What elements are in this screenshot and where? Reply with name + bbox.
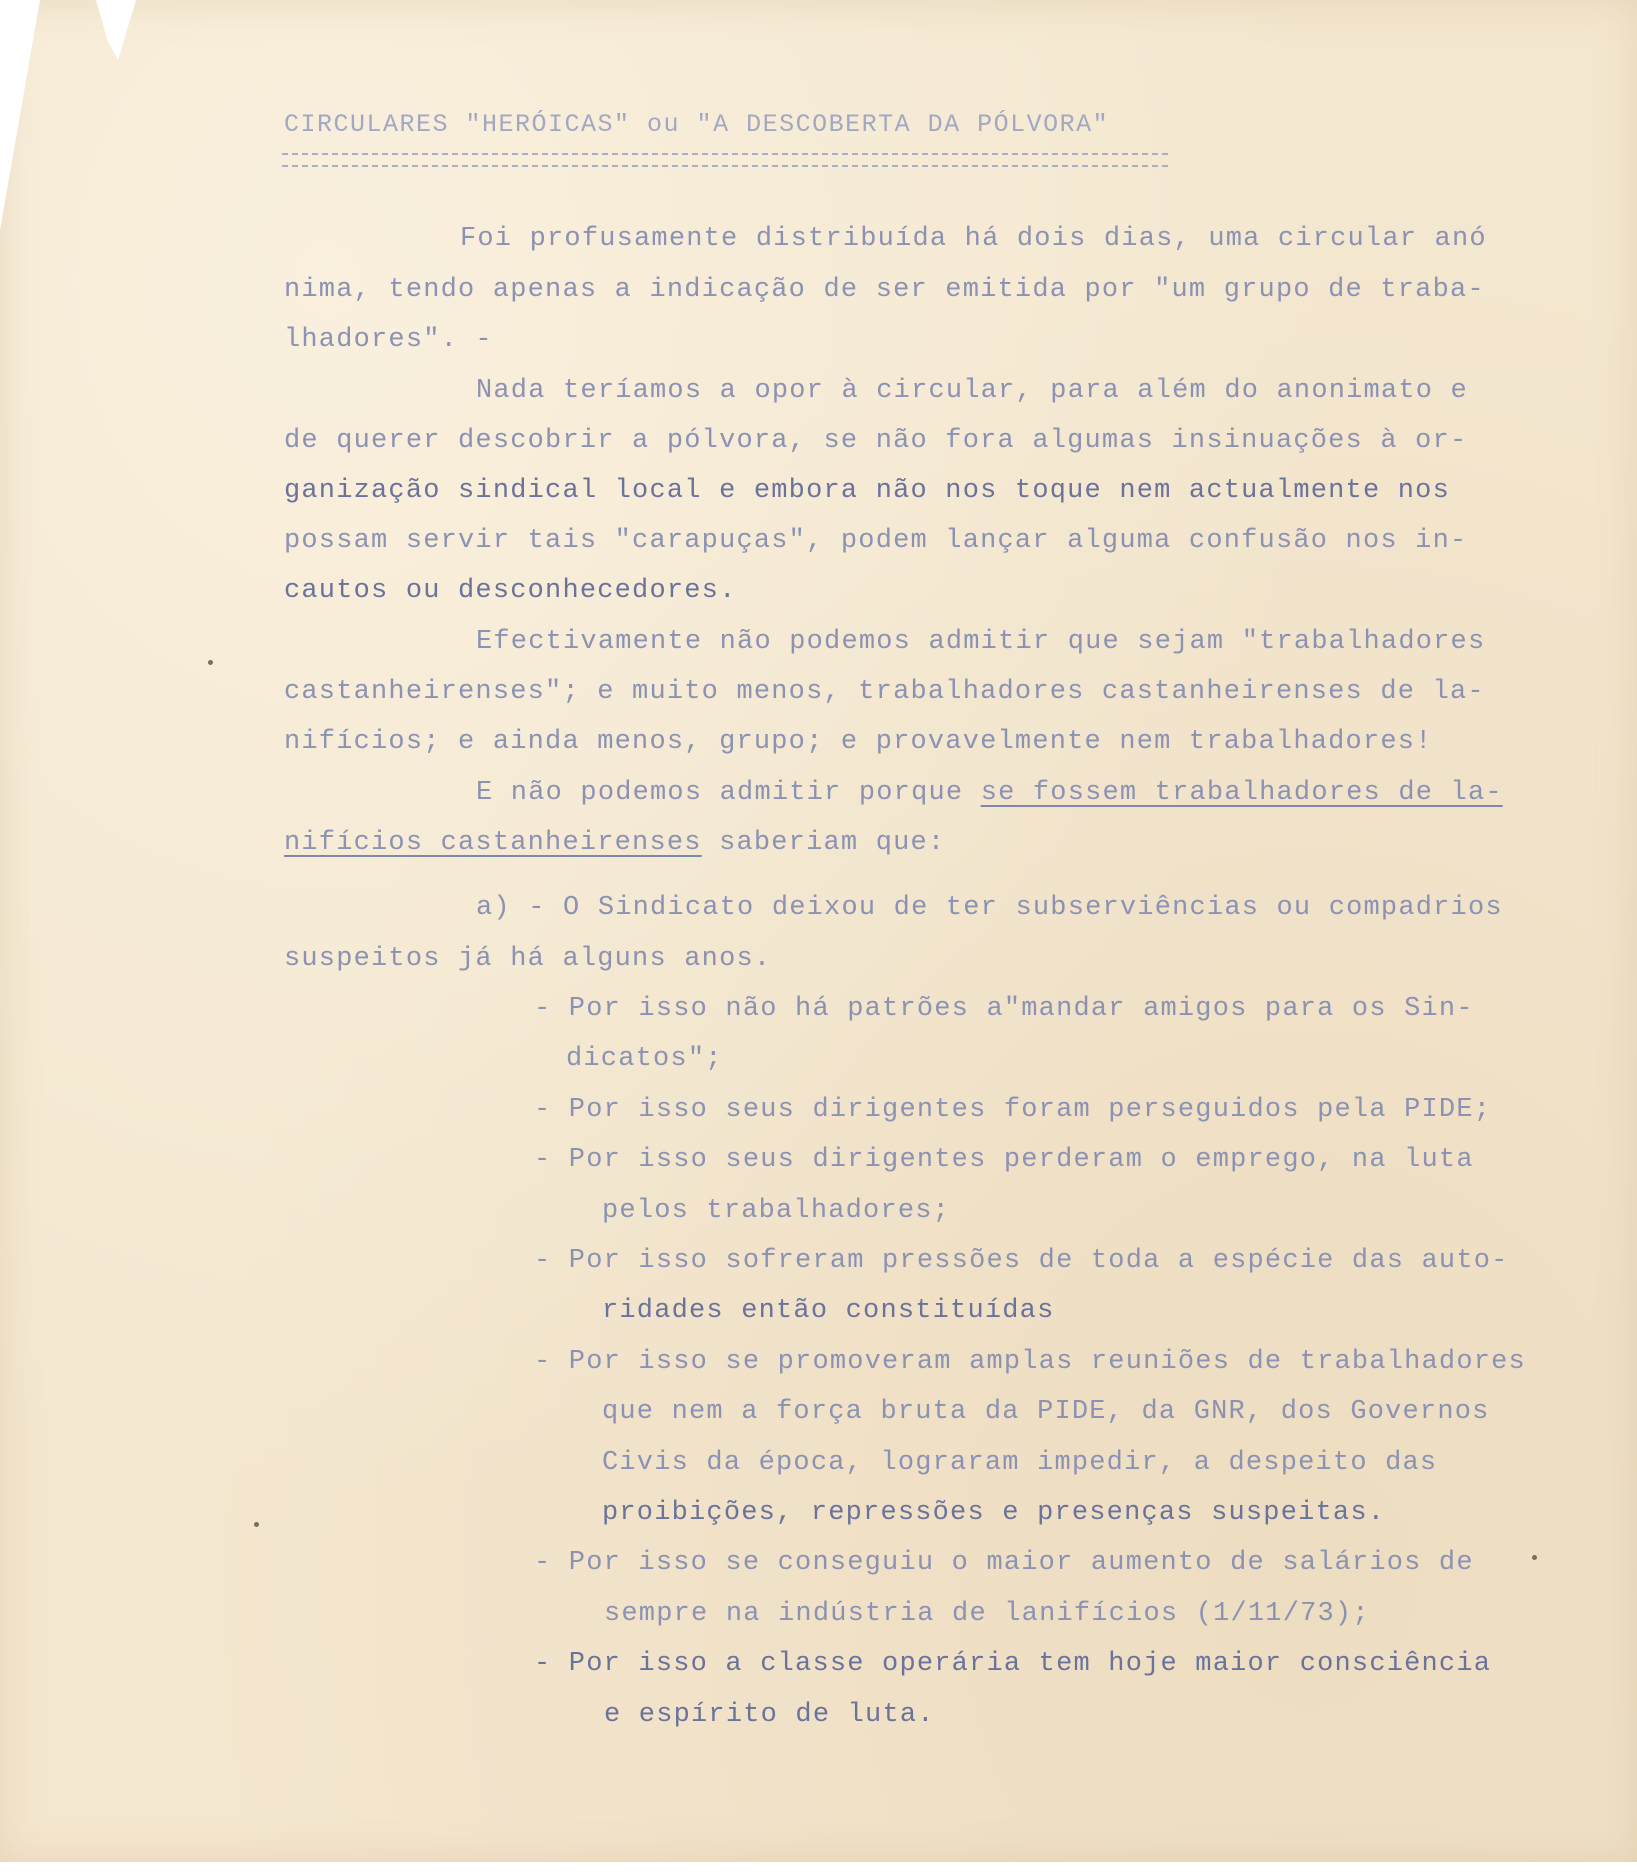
list-item-line: que nem a força bruta da PIDE, da GNR, dos Governos — [602, 1397, 1490, 1427]
list-item-line: dicatos"; — [566, 1044, 723, 1074]
list-item-line: Civis da época, lograram impedir, a despeito das — [602, 1448, 1438, 1478]
text-line: cautos ou desconhecedores. — [284, 576, 737, 606]
text-line: ganização sindical local e embora não nos toque nem actualmente nos — [284, 476, 1450, 506]
list-item-line: - Por isso a classe operária tem hoje maior consciência — [534, 1649, 1492, 1679]
underlined-text: se fossem trabalhadores de la- — [980, 778, 1503, 808]
text-line: Nada teríamos a opor à circular, para além do anonimato e — [476, 376, 1468, 406]
list-item-line: sempre na indústria de lanifícios (1/11/73); — [604, 1599, 1370, 1629]
list-item-line: suspeitos já há alguns anos. — [284, 944, 772, 974]
list-item-line: proibições, repressões e presenças suspeitas. — [602, 1498, 1386, 1528]
list-item-line: - Por isso sofreram pressões de toda a espécie das auto- — [534, 1246, 1509, 1276]
list-item-line: a) - O Sindicato deixou de ter subserviências ou compadrios — [476, 893, 1503, 923]
text-span: E não podemos admitir porque — [476, 778, 981, 808]
list-item-line: - Por isso se conseguiu o maior aumento de salários de — [534, 1548, 1474, 1578]
paper-speck — [254, 1522, 259, 1527]
torn-edge — [96, 0, 136, 60]
text-line: castanheirenses"; e muito menos, trabalhadores castanheirenses de la- — [284, 677, 1485, 707]
paper-speck — [1532, 1555, 1537, 1560]
text-line: nima, tendo apenas a indicação de ser emitida por "um grupo de traba- — [284, 275, 1485, 305]
list-item-line: - Por isso seus dirigentes perderam o emprego, na luta — [534, 1145, 1474, 1175]
list-item-line: e espírito de luta. — [604, 1700, 935, 1730]
text-line — [476, 776, 1503, 810]
torn-corner — [0, 0, 40, 230]
text-line — [284, 826, 945, 860]
list-item-line: pelos trabalhadores; — [602, 1196, 951, 1226]
list-item-line: - Por isso seus dirigentes foram perseguidos pela PIDE; — [534, 1095, 1492, 1125]
list-item-line: - Por isso se promoveram amplas reuniões de trabalhadores — [534, 1347, 1526, 1377]
list-item-line: - Por isso não há patrões a"mandar amigos para os Sin- — [534, 994, 1474, 1024]
paper-speck — [208, 660, 213, 665]
text-line: de querer descobrir a pólvora, se não fora algumas insinuações à or- — [284, 426, 1468, 456]
title-underline-rule — [282, 153, 1168, 167]
text-line: Foi profusamente distribuída há dois dias, uma circular anó — [460, 224, 1487, 254]
text-line: Efectivamente não podemos admitir que sejam "trabalhadores — [476, 627, 1486, 657]
underlined-text: nifícios castanheirenses — [284, 828, 702, 858]
text-line: lhadores". - — [284, 325, 493, 355]
text-line: possam servir tais "carapuças", podem lançar alguma confusão nos in- — [284, 526, 1468, 556]
list-item-line: ridades então constituídas — [602, 1296, 1055, 1326]
document-title: CIRCULARES "HERÓICAS" ou "A DESCOBERTA DA PÓLVORA" — [284, 110, 1110, 139]
text-span: saberiam que: — [701, 828, 946, 858]
text-line: nifícios; e ainda menos, grupo; e provavelmente nem trabalhadores! — [284, 727, 1433, 757]
